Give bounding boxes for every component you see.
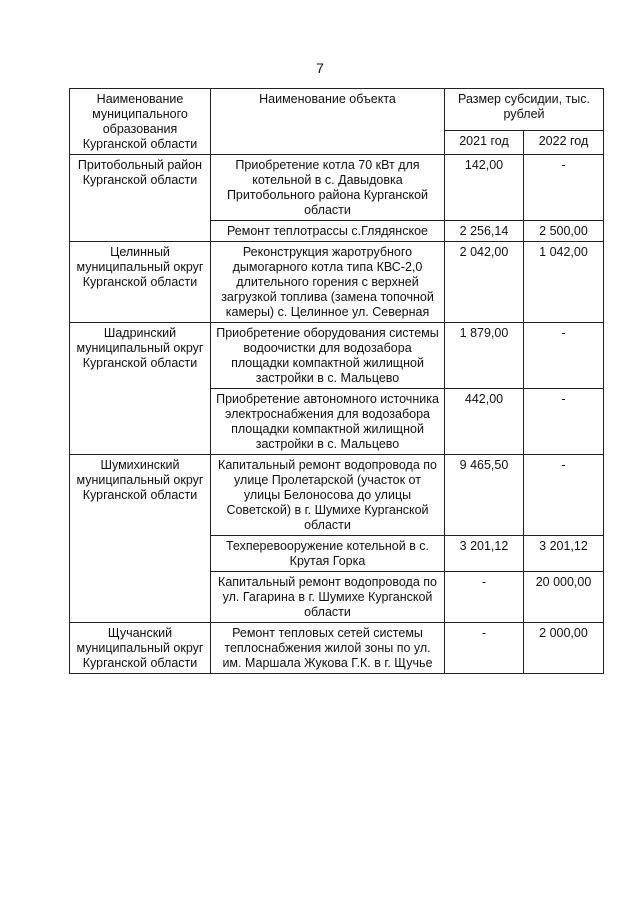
municipality-cell: Шадринский муниципальный округ Курганской области (70, 323, 211, 455)
value-2022-cell: - (524, 455, 604, 536)
value-2021-cell: 142,00 (445, 155, 524, 221)
object-cell: Капитальный ремонт водопровода по ул. Гагарина в г. Шумихе Курганской области (211, 572, 445, 623)
header-year-2021: 2021 год (445, 130, 524, 154)
subsidy-table (69, 88, 604, 674)
value-2021-cell: 1 879,00 (445, 323, 524, 389)
table-row (70, 242, 604, 323)
table-row (70, 455, 604, 536)
value-2021-cell: 442,00 (445, 389, 524, 455)
object-cell: Техперевооружение котельной в с. Крутая Горка (211, 536, 445, 572)
value-2021-cell: 2 256,14 (445, 221, 524, 242)
value-2021-cell: 2 042,00 (445, 242, 524, 323)
object-cell: Приобретение котла 70 кВт для котельной в с. Давыдовка Притобольного района Курганской области (211, 155, 445, 221)
value-2021-cell: - (445, 623, 524, 674)
value-2022-cell: 2 000,00 (524, 623, 604, 674)
table-row (70, 623, 604, 674)
value-2022-cell: - (524, 155, 604, 221)
value-2022-cell: 3 201,12 (524, 536, 604, 572)
value-2022-cell: - (524, 389, 604, 455)
municipality-cell: Притобольный район Курганской области (70, 155, 211, 242)
table-row (70, 155, 604, 221)
table-row (70, 323, 604, 389)
header-subsidy-size: Размер субсидии, тыс. рублей (445, 89, 604, 131)
municipality-cell: Шумихинский муниципальный округ Курганской области (70, 455, 211, 623)
object-cell: Ремонт тепловых сетей системы теплоснабжения жилой зоны по ул. им. Маршала Жукова Г.К. в г. Щучье (211, 623, 445, 674)
object-cell: Ремонт теплотрассы с.Глядянское (211, 221, 445, 242)
header-year-2022: 2022 год (524, 130, 604, 154)
header-object: Наименование объекта (211, 89, 445, 155)
value-2022-cell: 20 000,00 (524, 572, 604, 623)
object-cell: Приобретение оборудования системы водоочистки для водозабора площадки компактной жилищной застройки в с. Мальцево (211, 323, 445, 389)
value-2021-cell: 3 201,12 (445, 536, 524, 572)
municipality-cell: Щучанский муниципальный округ Курганской области (70, 623, 211, 674)
header-municipality: Наименование муниципального образования Курганской области (70, 89, 211, 155)
value-2022-cell: 2 500,00 (524, 221, 604, 242)
object-cell: Приобретение автономного источника электроснабжения для водозабора площадки компактной жилищной застройки в с. Мальцево (211, 389, 445, 455)
value-2022-cell: - (524, 323, 604, 389)
value-2021-cell: - (445, 572, 524, 623)
object-cell: Реконструкция жаротрубного дымогарного котла типа КВС-2,0 длительного горения с верхней загрузкой топлива (замена топочной камеры) с. Целинное ул. Северная (211, 242, 445, 323)
table-header-row (70, 89, 604, 131)
municipality-cell: Целинный муниципальный округ Курганской области (70, 242, 211, 323)
value-2022-cell: 1 042,00 (524, 242, 604, 323)
object-cell: Капитальный ремонт водопровода по улице Пролетарской (участок от улицы Белоносова до улицы Советской) в г. Шумихе Курганской области (211, 455, 445, 536)
page-number: 7 (316, 60, 324, 76)
value-2021-cell: 9 465,50 (445, 455, 524, 536)
